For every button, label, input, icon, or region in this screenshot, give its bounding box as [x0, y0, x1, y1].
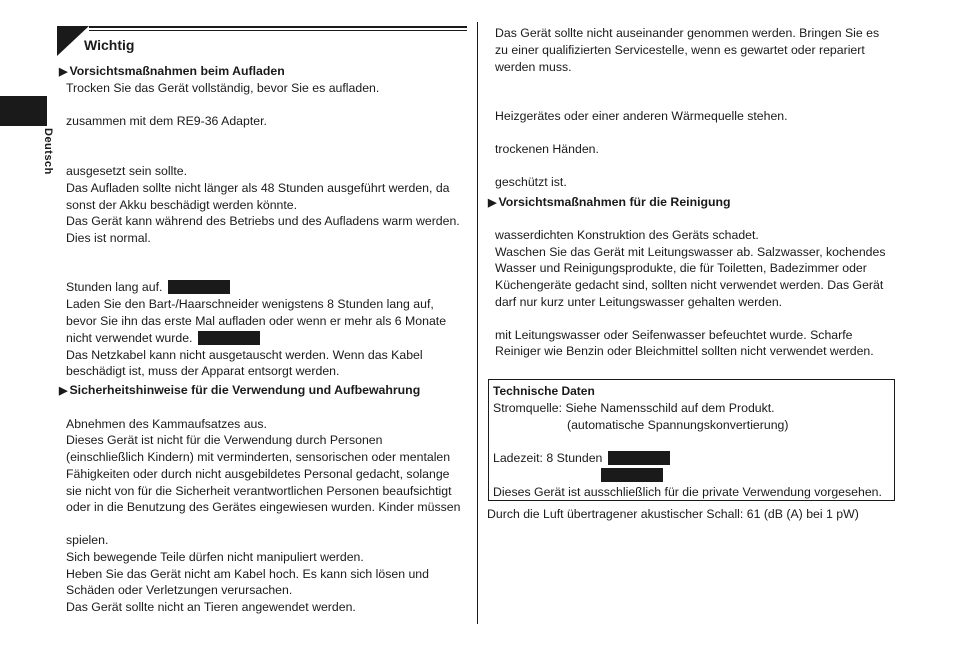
redaction-block: [198, 331, 260, 345]
text-line: Wasser und Reinigungsprodukte, die für Toiletten, Badezimmer oder: [495, 261, 867, 275]
text-line: wasserdichten Konstruktion des Geräts schadet.: [495, 228, 759, 242]
heading-text: Sicherheitshinweise für die Verwendung und Aufbewahrung: [69, 383, 421, 397]
section-heading-charging: [59, 63, 285, 80]
text-line: Heizgerätes oder einer anderen Wärmequelle stehen.: [495, 109, 788, 123]
text-line: Dies ist normal.: [66, 231, 151, 245]
warning-title: Wichtig: [84, 37, 135, 53]
redaction-block: [601, 468, 663, 482]
text-line: zu einer qualifizierten Servicestelle, wenn es gewartet oder repariert: [495, 43, 865, 57]
section-heading-cleaning: [488, 194, 731, 211]
text-line: Laden Sie den Bart-/Haarschneider wenigstens 8 Stunden lang auf,: [66, 297, 434, 311]
specs-power-note: (automatische Spannungskonvertierung): [567, 418, 789, 432]
specs-private-use: Dieses Gerät ist ausschließlich für die private Verwendung vorgesehen.: [493, 485, 882, 499]
arrow-right-icon: ▶: [59, 66, 68, 78]
section-heading-safety: [59, 382, 420, 399]
arrow-right-icon: ▶: [488, 197, 497, 209]
text-line: Waschen Sie das Gerät mit Leitungswasser ab. Salzwasser, kochendes: [495, 245, 886, 259]
header-rule: [89, 26, 467, 28]
arrow-right-icon: ▶: [59, 385, 68, 397]
text-line: mit Leitungswasser oder Seifenwasser befeuchtet wurde. Scharfe: [495, 328, 853, 342]
language-tab-marker: [0, 96, 47, 126]
specs-charge-time: Ladezeit: 8 Stunden: [493, 451, 603, 465]
text-line: beschädigt ist, muss der Apparat entsorgt werden.: [66, 364, 340, 378]
text-line: bevor Sie ihn das erste Mal aufladen oder wenn er mehr als 6 Monate: [66, 314, 447, 328]
text-line: sie nicht von für die Sicherheit verantwortlichen Personen beaufsichtigt: [66, 484, 452, 498]
text-line: Das Aufladen sollte nicht länger als 48 Stunden ausgeführt werden, da: [66, 181, 450, 195]
text-line: sonst der Akku beschädigt werden könnte.: [66, 198, 298, 212]
text-line: Abnehmen des Kammaufsatzes aus.: [66, 417, 267, 431]
header-rule: [89, 30, 467, 31]
column-divider: [477, 22, 478, 624]
language-label: Deutsch: [42, 128, 54, 175]
text-line: Das Netzkabel kann nicht ausgetauscht werden. Wenn das Kabel: [66, 348, 423, 362]
text-line: oder in die Benutzung des Gerätes eingewiesen wurden. Kinder müssen: [66, 500, 461, 514]
text-line: Trocken Sie das Gerät vollständig, bevor Sie es aufladen.: [66, 81, 380, 95]
redaction-block: [608, 451, 670, 465]
text-line: nicht verwendet wurde.: [66, 331, 193, 345]
text-line: Fähigkeiten oder durch nicht ausgebildetes Personal gedacht, solange: [66, 467, 450, 481]
heading-text: Vorsichtsmaßnahmen beim Aufladen: [69, 64, 285, 78]
text-line: Küchengeräte gedacht sind, sollten nicht verwendet werden. Das Gerät: [495, 278, 884, 292]
text-line: Schäden oder Verletzungen verursachen.: [66, 583, 293, 597]
text-line: Stunden lang auf.: [66, 280, 163, 294]
text-line: (einschließlich Kindern) mit verminderten, sensorischen oder mentalen: [66, 450, 451, 464]
text-line: Reiniger wie Benzin oder Bleichmittel sollten nicht verwendet werden.: [495, 344, 874, 358]
text-line: Das Gerät sollte nicht auseinander genommen werden. Bringen Sie es: [495, 26, 880, 40]
text-line: Das Gerät sollte nicht an Tieren angewendet werden.: [66, 600, 356, 614]
heading-text: Vorsichtsmaßnahmen für die Reinigung: [498, 195, 731, 209]
redaction-block: [168, 280, 230, 294]
text-line: Sich bewegende Teile dürfen nicht manipuliert werden.: [66, 550, 364, 564]
text-line: Das Gerät kann während des Betriebs und des Aufladens warm werden.: [66, 214, 460, 228]
text-line: werden muss.: [495, 60, 572, 74]
specs-title: Technische Daten: [493, 384, 595, 398]
specs-power-source: Stromquelle: Siehe Namensschild auf dem Produkt.: [493, 401, 775, 415]
text-line: zusammen mit dem RE9-36 Adapter.: [66, 114, 267, 128]
text-line: Heben Sie das Gerät nicht am Kabel hoch. Es kann sich lösen und: [66, 567, 429, 581]
text-line: trockenen Händen.: [495, 142, 599, 156]
text-line: Dieses Gerät ist nicht für die Verwendung durch Personen: [66, 433, 383, 447]
warning-header: [57, 26, 467, 56]
text-line: ausgesetzt sein sollte.: [66, 164, 187, 178]
noise-note: Durch die Luft übertragener akustischer Schall: 61 (dB (A) bei 1 pW): [487, 507, 859, 521]
text-line: darf nur kurz unter Leitungswasser gehalten werden.: [495, 295, 783, 309]
text-line: geschützt ist.: [495, 175, 567, 189]
text-line: spielen.: [66, 533, 109, 547]
